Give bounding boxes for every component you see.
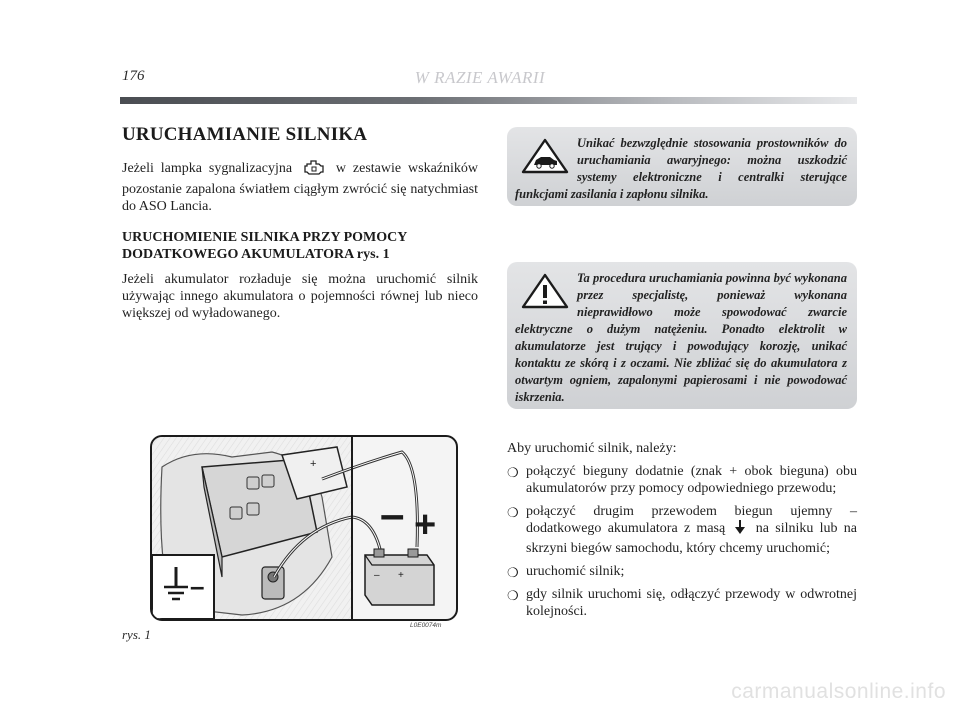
subsection-heading-text: URUCHOMIENIE SILNIKA PRZY POMOCY DODATKOWEGO AKUMULATORA [122, 230, 407, 262]
header-rule [120, 97, 857, 104]
steps-list [507, 463, 857, 620]
subsection-heading [122, 229, 478, 263]
section-title: URUCHAMIANIE SILNIKA [122, 124, 368, 145]
svg-text:–: – [374, 570, 380, 581]
subsection-body: Jeżeli akumulator rozładuje się można uruchomić silnik używając innego akumulatora o pojemności równej lub nieco większej od wyładowanego. [122, 272, 478, 321]
step-text: gdy silnik uruchomi się, odłączyć przewody w odwrotnej kolejności. [526, 587, 857, 619]
step-item [507, 463, 857, 497]
watermark: carmanualsonline.info [731, 680, 946, 703]
step-text: połączyć bieguny dodatnie (znak + obok bieguna) obu akumulatorów przy pomocy odpowiedniego przewodu; [526, 464, 857, 496]
instructions-intro: Aby uruchomić silnik, należy: [507, 441, 677, 456]
bullet-icon: ❍ [507, 588, 519, 603]
battery-plus-label: + [414, 504, 437, 546]
step-item [507, 563, 857, 580]
step-text: połączyć drugim przewodem biegun ujemny – dodatkowego akumulatora z masą [526, 504, 857, 536]
warning-text-procedure: Ta procedura uruchamiania powinna być wykonana przez specjalistę, ponieważ wykonana nieprawidłowo może spowodować zwarcie elektryczne o dużym natężeniu. Ponadto elektrolit w akumulatorze jest trujący i powodujący korozję, unikać kontaktu ze skórą i z oczami. Nie zbliżać się do akumulatora z otwartym ogniem, zapalonymi papierosami i nie powodować iskrzenia. [515, 271, 847, 404]
jump-start-diagram [152, 437, 456, 619]
ground-icon [734, 520, 746, 540]
jump-start-illustration [150, 435, 458, 621]
running-title: W RAZIE AWARII [414, 68, 546, 87]
engine-warning-icon [303, 158, 325, 181]
svg-text:+: + [310, 458, 317, 470]
step-item [507, 586, 857, 620]
bullet-icon: ❍ [507, 465, 519, 480]
figure-caption: rys. 1 [122, 627, 151, 642]
warning-text-rectifier: Unikać bezwzględnie stosowania prostowników do uruchamiania awaryjnego: można uszkodzić systemy elektroniczne i centralki sterujące funkcjami zasilania i zapłonu silnika. [515, 136, 847, 201]
instructions [507, 440, 857, 626]
car-warning-icon [519, 137, 571, 175]
step-item [507, 503, 857, 557]
left-column [122, 124, 478, 322]
subsection-figure-ref: rys. 1 [356, 247, 390, 262]
intro-text-end: w zestawie wskaźników pozostanie zapalona światłem ciągłym zwrócić się natychmiast do ASO Lancia. [122, 161, 478, 214]
exclamation-warning-icon [519, 272, 571, 310]
ground-minus-label: – [190, 571, 205, 601]
warning-box-procedure [507, 262, 857, 409]
figure-code: L0E0074m [410, 622, 442, 629]
battery-minus-label: – [380, 490, 405, 539]
step-text-tail: na silniku lub na skrzyni biegów samochodu, który chcemy uruchomić; [526, 521, 858, 556]
page-number: 176 [122, 68, 145, 84]
svg-text:+: + [398, 570, 404, 581]
warning-box-rectifier [507, 127, 857, 206]
intro-paragraph [122, 158, 478, 215]
intro-text-start: Jeżeli lampka sygnalizacyjna [122, 161, 293, 176]
step-text: uruchomić silnik; [526, 564, 625, 579]
bullet-icon: ❍ [507, 505, 519, 520]
bullet-icon: ❍ [507, 565, 519, 580]
